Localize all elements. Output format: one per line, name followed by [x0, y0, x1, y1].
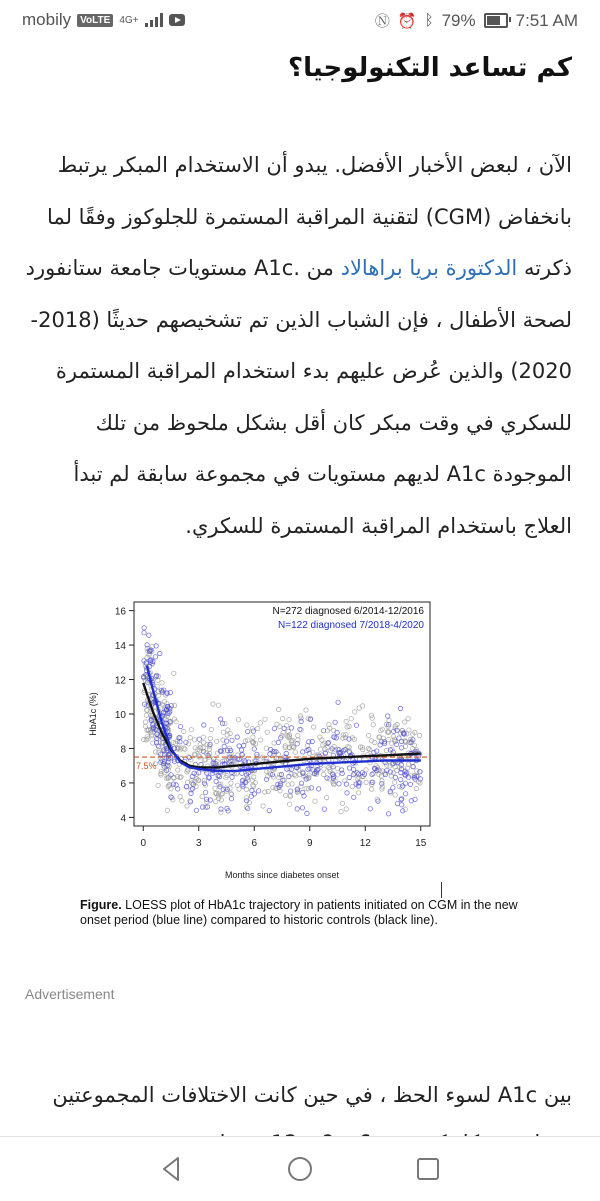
- volte-badge: VoLTE: [77, 14, 113, 27]
- figure-caption: [80, 898, 540, 928]
- status-bar: [0, 0, 600, 40]
- caption-label: Figure.: [80, 898, 122, 912]
- x-tick-label: 6: [251, 838, 258, 849]
- x-axis-label: Months since diabetes onset: [224, 870, 340, 880]
- x-tick-label: 9: [306, 838, 313, 849]
- y-tick-label: 12: [114, 675, 126, 687]
- clock: 7:51 AM: [515, 10, 578, 30]
- text-cursor: [441, 882, 442, 898]
- doctor-link[interactable]: الدكتورة بريا براهالاد: [340, 256, 518, 280]
- legend-entry: N=122 diagnosed 7/2018-4/2020: [278, 620, 424, 631]
- article-heading: كم تساعد التكنولوجيا؟: [288, 53, 572, 83]
- figure: [80, 590, 540, 940]
- y-tick-label: 16: [114, 606, 126, 618]
- recents-icon[interactable]: [414, 1155, 442, 1183]
- reference-line-label: 7.5%: [136, 761, 157, 772]
- advertisement-label: Advertisement: [25, 986, 115, 1002]
- network-type: 4G+: [119, 14, 139, 26]
- article-paragraph-2: بين A1c لسوء الحظ ، في حين كانت الاختلافات المجموعتين: [52, 1083, 572, 1107]
- y-axis-label: HbA1c (%): [88, 692, 98, 736]
- y-tick-label: 6: [120, 778, 126, 790]
- y-tick-label: 10: [114, 710, 126, 721]
- y-tick-label: 14: [114, 641, 126, 653]
- alarm-icon: ⏰: [397, 12, 417, 30]
- article: [22, 40, 572, 552]
- caption-text: LOESS plot of HbA1c trajectory in patients initiated on CGM in the new onset period (blue line) compared to historic controls (black line).: [80, 898, 518, 927]
- paragraph-text: الآن ، لبعض الأخبار الأفضل. يبدو أن الاستخدام المبكر يرتبط بانخفاض (CGM) لتقنية المراقبة المستمرة للجلوكوز وفقًا لما ذكرته: [47, 153, 572, 280]
- hba1c-chart: [80, 590, 540, 890]
- y-tick-label: 4: [120, 813, 126, 825]
- home-icon[interactable]: [286, 1155, 314, 1183]
- x-tick-label: 3: [195, 838, 202, 849]
- paragraph-text: من .A1c مستويات جامعة ستانفورد لصحة الأطفال ، فإن الشباب الذين تم تشخيصهم حديثًا (2018-2020) والذين عُرض عليهم بدء استخدام المراقبة المستمرة للسكري في وقت مبكر كان أقل بشكل ملحوظ من تلك الموجودة A1c لديهم مستويات في مجموعة سابقة لم تبدأ العلاج باستخدام المراقبة المستمرة للسكري.: [25, 256, 572, 538]
- back-icon[interactable]: [158, 1155, 186, 1183]
- youtube-icon: [169, 14, 185, 26]
- nfc-icon: Ⓝ: [374, 13, 390, 30]
- bluetooth-icon: ᛒ: [424, 12, 434, 29]
- carrier-name: mobily: [22, 10, 72, 29]
- article-paragraph: [22, 140, 572, 552]
- battery-icon: [484, 13, 508, 28]
- x-tick-label: 12: [359, 838, 371, 849]
- y-tick-label: 8: [120, 744, 126, 756]
- battery-percent: 79%: [441, 10, 476, 30]
- signal-icon: [145, 13, 163, 27]
- legend-entry: N=272 diagnosed 6/2014-12/2016: [272, 606, 424, 617]
- x-tick-label: 15: [415, 838, 427, 849]
- navigation-bar: [0, 1136, 600, 1201]
- x-tick-label: 0: [140, 838, 147, 849]
